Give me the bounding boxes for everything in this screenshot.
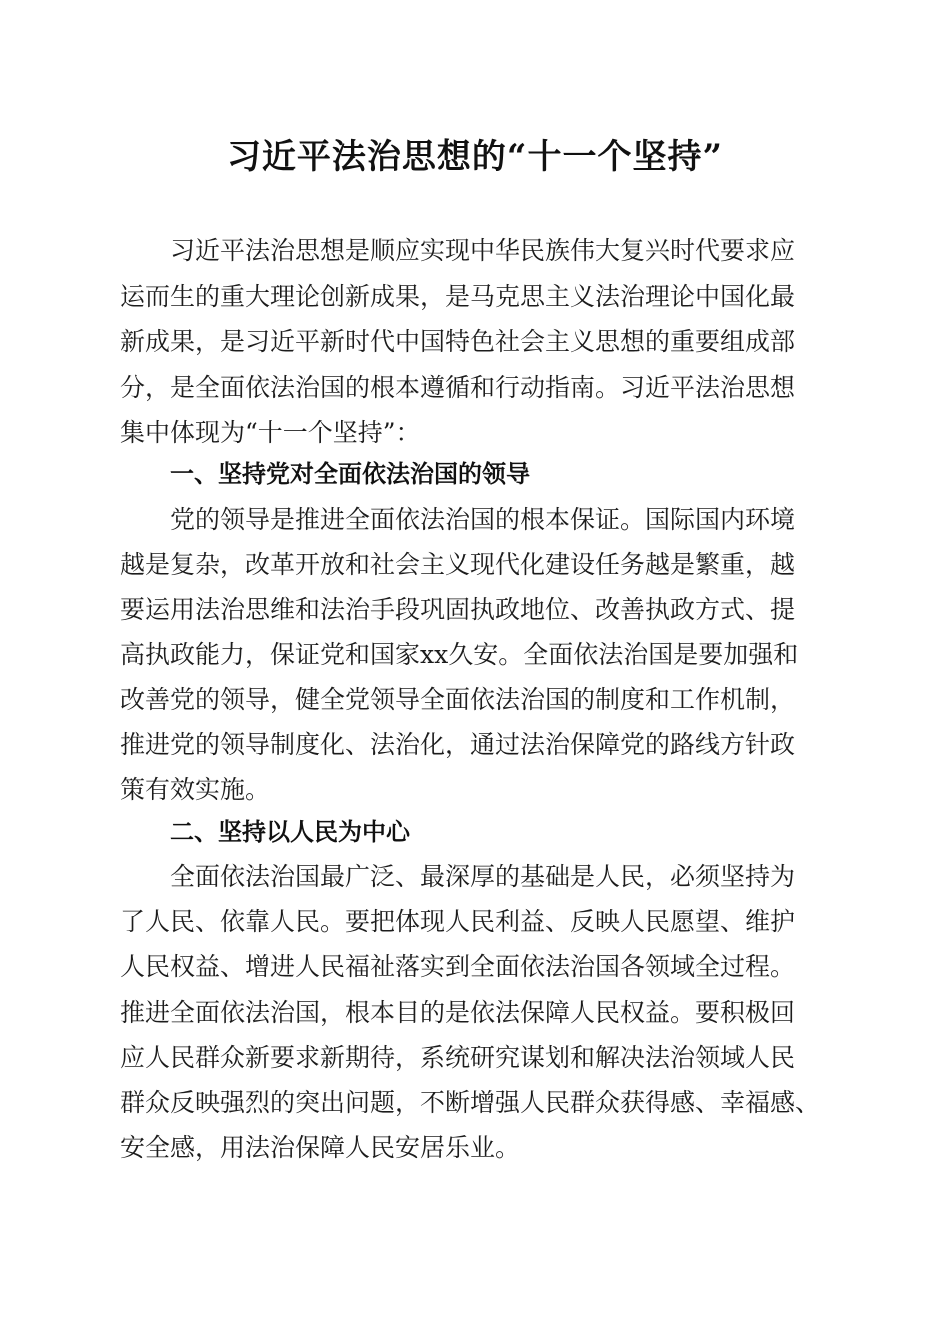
section-line: 推进全面依法治国，根本目的是依法保障人民权益。要积极回	[120, 998, 796, 1027]
section-line: 应人民群众新要求新期待，系统研究谋划和解决法治领域人民	[120, 1043, 796, 1072]
intro-line: 新成果，是习近平新时代中国特色社会主义思想的重要组成部	[120, 327, 796, 356]
section-line: 安全感，用法治保障人民安居乐业。	[120, 1133, 521, 1162]
section-line: 高执政能力，保证党和国家xx久安。全面依法治国是要加强和	[120, 640, 799, 669]
section-line: 了人民、依靠人民。要把体现人民利益、反映人民愿望、维护	[120, 907, 796, 936]
intro-line: 集中体现为“十一个坚持”：	[120, 418, 421, 447]
section-line: 人民权益、增进人民福祉落实到全面依法治国各领域全过程。	[120, 952, 796, 981]
intro-line: 分，是全面依法治国的根本遵循和行动指南。习近平法治思想	[120, 373, 796, 402]
intro-line: 运而生的重大理论创新成果，是马克思主义法治理论中国化最	[120, 282, 796, 311]
section-heading: 一、坚持党对全面依法治国的领导	[170, 460, 530, 488]
section-heading: 二、坚持以人民为中心	[170, 818, 410, 846]
section-line: 改善党的领导，健全党领导全面依法治国的制度和工作机制，	[120, 685, 796, 714]
section-line: 越是复杂，改革开放和社会主义现代化建设任务越是繁重，越	[120, 550, 796, 579]
section-line: 全面依法治国最广泛、最深厚的基础是人民，必须坚持为	[170, 862, 796, 891]
intro-line: 习近平法治思想是顺应实现中华民族伟大复兴时代要求应	[170, 236, 796, 265]
section-line: 要运用法治思维和法治手段巩固执政地位、改善执政方式、提	[120, 595, 796, 624]
document-title: 习近平法治思想的“十一个坚持”	[226, 137, 724, 177]
section-line: 策有效实施。	[120, 775, 271, 804]
section-line: 群众反映强烈的突出问题，不断增强人民群众获得感、幸福感、	[120, 1088, 821, 1117]
section-line: 党的领导是推进全面依法治国的根本保证。国际国内环境	[170, 505, 796, 534]
section-line: 推进党的领导制度化、法治化，通过法治保障党的路线方针政	[120, 730, 796, 759]
